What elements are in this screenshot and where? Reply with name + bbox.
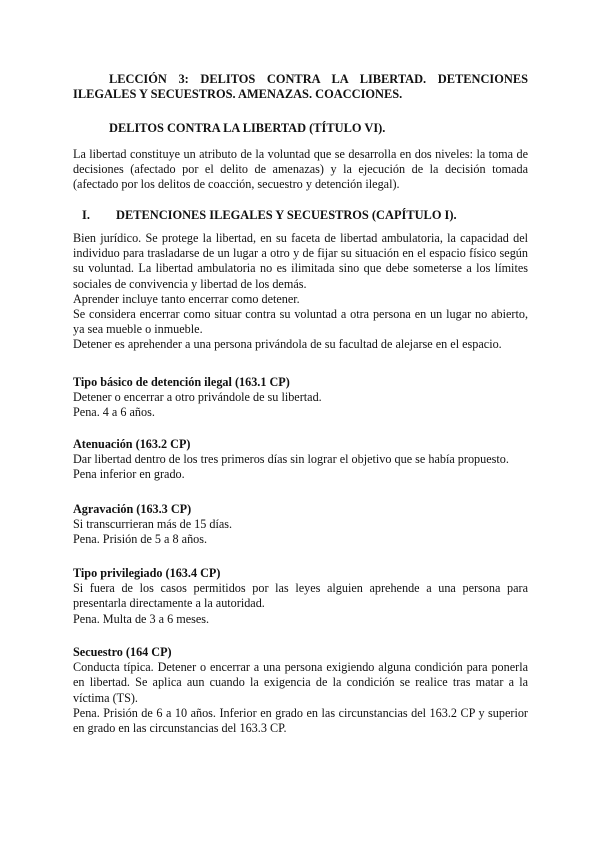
lesson-title: LECCIÓN 3: DELITOS CONTRA LA LIBERTAD. DETENCIONES ILEGALES Y SECUESTROS. AMENAZAS. COACCIONES.: [73, 72, 528, 102]
section-line: Dar libertad dentro de los tres primeros días sin lograr el objetivo que se había propuesto.: [73, 452, 509, 467]
section-atenuacion: [73, 437, 528, 483]
section-line: Detener o encerrar a otro privándole de su libertad.: [73, 390, 322, 405]
section-heading: Atenuación (163.2 CP): [73, 437, 191, 451]
section-line: Pena. Multa de 3 a 6 meses.: [73, 611, 210, 626]
aprender-line: Aprender incluye tanto encerrar como detener.: [73, 291, 300, 306]
section-line: Pena. Prisión de 5 a 8 años.: [73, 532, 208, 547]
section-heading: Tipo básico de detención ilegal (163.1 CP): [73, 375, 290, 389]
section-heading: Tipo privilegiado (163.4 CP): [73, 566, 221, 580]
section-line: Pena. 4 a 6 años.: [73, 405, 155, 420]
section-heading: Secuestro (164 CP): [73, 645, 172, 659]
section-line: Pena inferior en grado.: [73, 467, 185, 482]
bien-juridico-paragraph: Bien jurídico. Se protege la libertad, en su faceta de libertad ambulatoria, la capacidad del individuo para trasladarse de un lugar a otro y de fijar su situación en el espacio físico según su voluntad. La libertad ambulatoria no es ilimitada sino que debe someterse a los límites sociales de convivencia y libertad de los demás.: [73, 231, 528, 291]
section-title: DELITOS CONTRA LA LIBERTAD (TÍTULO VI).: [109, 121, 386, 135]
intro-paragraph: La libertad constituye un atributo de la voluntad que se desarrolla en dos niveles: la toma de decisiones (afectado por el delito de amenazas) y la ejecución de la decisión tomada (afectado por los delitos de coacción, secuestro y detención ilegal).: [73, 147, 528, 192]
section-line: Si fuera de los casos permitidos por las leyes alguien aprehende a una persona para presentarla directamente a la autoridad.: [73, 581, 528, 611]
chapter-heading: [73, 208, 528, 223]
encerrar-line: Se considera encerrar como situar contra su voluntad a otra persona en un lugar no abierto, ya sea mueble o inmueble.: [73, 307, 528, 337]
section-tipo-basico: [73, 375, 528, 421]
chapter-title: DETENCIONES ILEGALES Y SECUESTROS (CAPÍTULO I).: [116, 208, 457, 222]
bien-juridico-block: [73, 231, 528, 353]
detener-line: Detener es aprehender a una persona privándola de su facultad de alejarse en el espacio.: [73, 337, 502, 352]
section-line: Pena. Prisión de 6 a 10 años. Inferior en grado en las circunstancias del 163.2 CP y superior en grado en las circunstancias del 163.3 CP.: [73, 705, 528, 736]
section-tipo-privilegiado: [73, 566, 528, 627]
section-agravacion: [73, 502, 528, 548]
section-line: Conducta típica. Detener o encerrar a una persona exigiendo alguna condición para ponerla en libertad. Se aplica aun cuando la exigencia de la condición se realice tras matar a la víctima (TS).: [73, 660, 528, 705]
section-heading: Agravación (163.3 CP): [73, 502, 192, 516]
chapter-number: I.: [82, 208, 90, 222]
section-secuestro: [73, 645, 528, 736]
section-line: Si transcurrieran más de 15 días.: [73, 517, 233, 532]
